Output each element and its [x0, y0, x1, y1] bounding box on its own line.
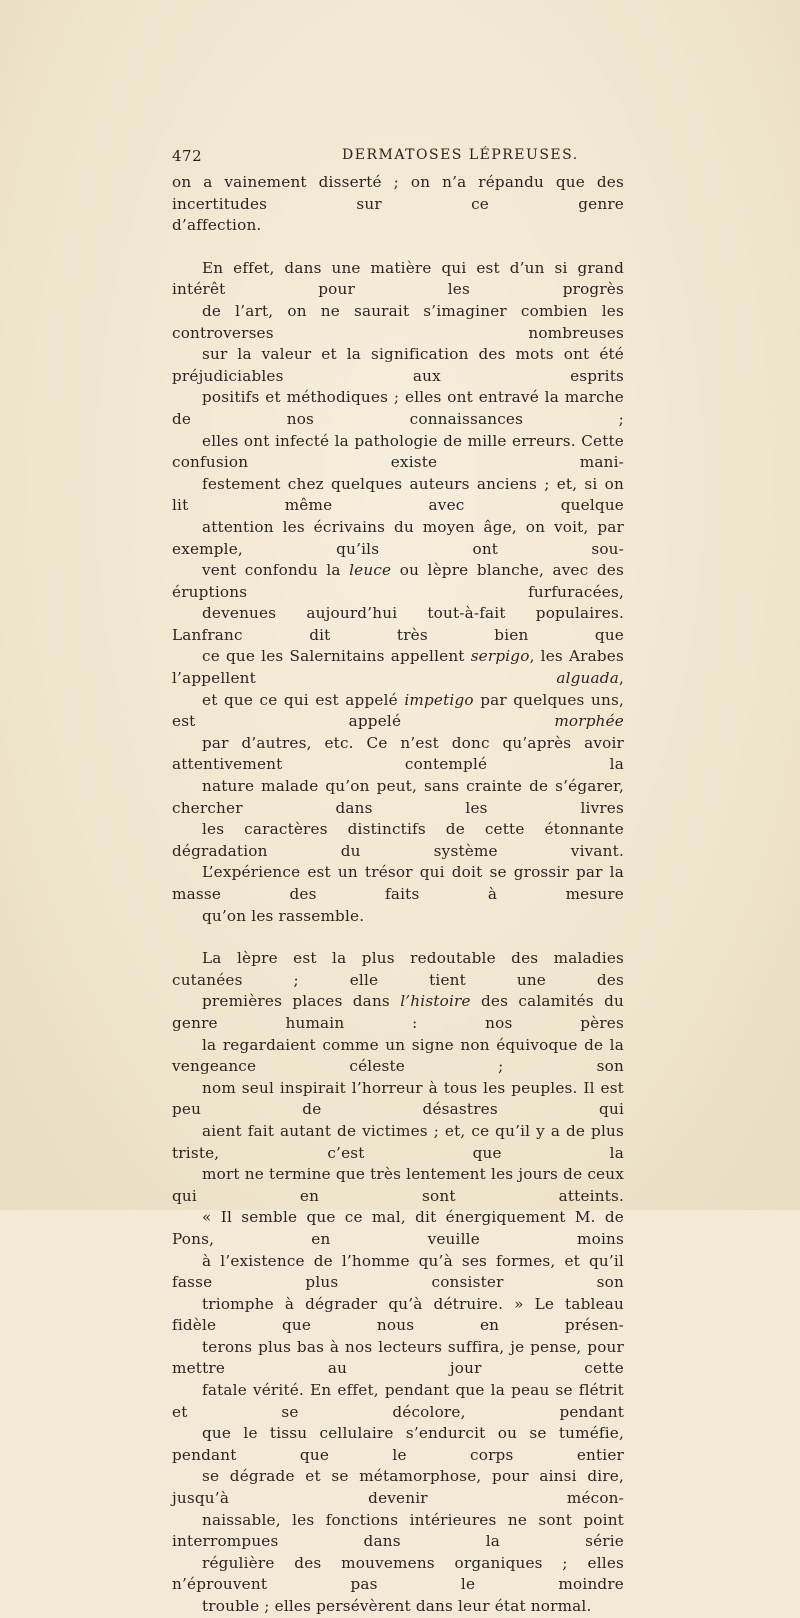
text-line: nature malade qu’on peut, sans crainte de s’égarer, chercher dans les livres	[172, 777, 624, 817]
paragraph-1	[172, 172, 624, 237]
italic-term: serpigo	[470, 647, 530, 666]
text-line: triomphe à dégrader qu’à détruire. » Le tableau fidèle que nous en présen-	[172, 1294, 624, 1335]
text-line: devenues aujourd’hui tout-à-fait populaires. Lanfranc dit très bien que	[172, 604, 624, 644]
text-line: vent confondu la leuce ou lèpre blanche, avec des éruptions furfuracées,	[172, 561, 624, 601]
text-line: premières places dans l’histoire des calamités du genre humain : nos pères	[172, 992, 624, 1032]
page-header	[172, 147, 622, 167]
text-line: L’expérience est un trésor qui doit se grossir par la masse des faits à mesure	[172, 863, 624, 903]
page-number: 472	[172, 147, 203, 165]
text-line: attention les écrivains du moyen âge, on voit, par exemple, qu’ils ont sou-	[172, 517, 624, 558]
text-line: se dégrade et se métamorphose, pour ainsi dire, jusqu’à devenir mécon-	[172, 1467, 624, 1508]
text-line: En effet, dans une matière qui est d’un si grand intérêt pour les progrès	[172, 258, 624, 299]
body-text	[172, 172, 624, 1618]
text-line: festement chez quelques auteurs anciens ; et, si on lit même avec quelque	[172, 474, 624, 515]
text-line: terons plus bas à nos lecteurs suffira, je pense, pour mettre au jour cette	[172, 1337, 624, 1378]
italic-term: leuce	[349, 561, 392, 580]
text-line: de l’art, on ne saurait s’imaginer combien les controverses nombreuses	[172, 301, 624, 342]
text-line: par d’autres, etc. Ce n’est donc qu’après avoir attentivement contemplé la	[172, 733, 624, 774]
paragraph-2	[172, 258, 624, 927]
text-line: ce que les Salernitains appellent serpigo, les Arabes l’appellent alguada,	[172, 647, 624, 688]
italic-term: impetigo	[404, 690, 474, 709]
text-line: « Il semble que ce mal, dit énergiquement M. de Pons, en veuille moins	[172, 1208, 624, 1248]
text-line: trouble ; elles persévèrent dans leur état normal.	[202, 1597, 592, 1615]
text-line: qu’on les rassemble.	[202, 906, 365, 925]
text-line: régulière des mouvemens organiques ; elles n’éprouvent pas le moindre	[172, 1553, 624, 1594]
paragraph-3	[172, 948, 624, 1617]
text-line: La lèpre est la plus redoutable des maladies cutanées ; elle tient une des	[172, 949, 624, 989]
italic-term: morphée	[554, 712, 624, 731]
text-line: que le tissu cellulaire s’endurcit ou se tuméfie, pendant que le corps entier	[172, 1424, 624, 1464]
italic-term: l’histoire	[400, 992, 471, 1011]
text-line: on a vainement disserté ; on n’a répandu que des incertitudes sur ce genre	[172, 173, 624, 213]
text-line: aient fait autant de victimes ; et, ce qu’il y a de plus triste, c’est que la	[172, 1121, 624, 1162]
text-line: à l’existence de l’homme qu’à ses formes, et qu’il fasse plus consister son	[172, 1251, 624, 1292]
text-line: nom seul inspirait l’horreur à tous les peuples. Il est peu de désastres qui	[172, 1078, 624, 1119]
text-line: elles ont infecté la pathologie de mille erreurs. Cette confusion existe mani-	[172, 431, 624, 472]
text-line: les caractères distinctifs de cette étonnante dégradation du système vivant.	[172, 820, 624, 860]
text-line: et que ce qui est appelé impetigo par quelques uns, est appelé morphée	[172, 690, 624, 731]
text-line: fatale vérité. En effet, pendant que la peau se flétrit et se décolore, pendant	[172, 1381, 624, 1421]
text-line: sur la valeur et la signification des mots ont été préjudiciables aux esprits	[172, 345, 624, 385]
text-line: mort ne termine que très lentement les jours de ceux qui en sont atteints.	[172, 1165, 624, 1205]
text-line: naissable, les fonctions intérieures ne sont point interrompues dans la série	[172, 1510, 624, 1551]
text-line: la regardaient comme un signe non équivoque de la vengeance céleste ; son	[172, 1035, 624, 1076]
text-line: positifs et méthodiques ; elles ont entravé la marche de nos connaissances ;	[172, 388, 624, 428]
running-head: DERMATOSES LÉPREUSES.	[342, 147, 579, 163]
italic-term: alguada	[556, 669, 619, 688]
text-line: d’affection.	[172, 216, 262, 235]
